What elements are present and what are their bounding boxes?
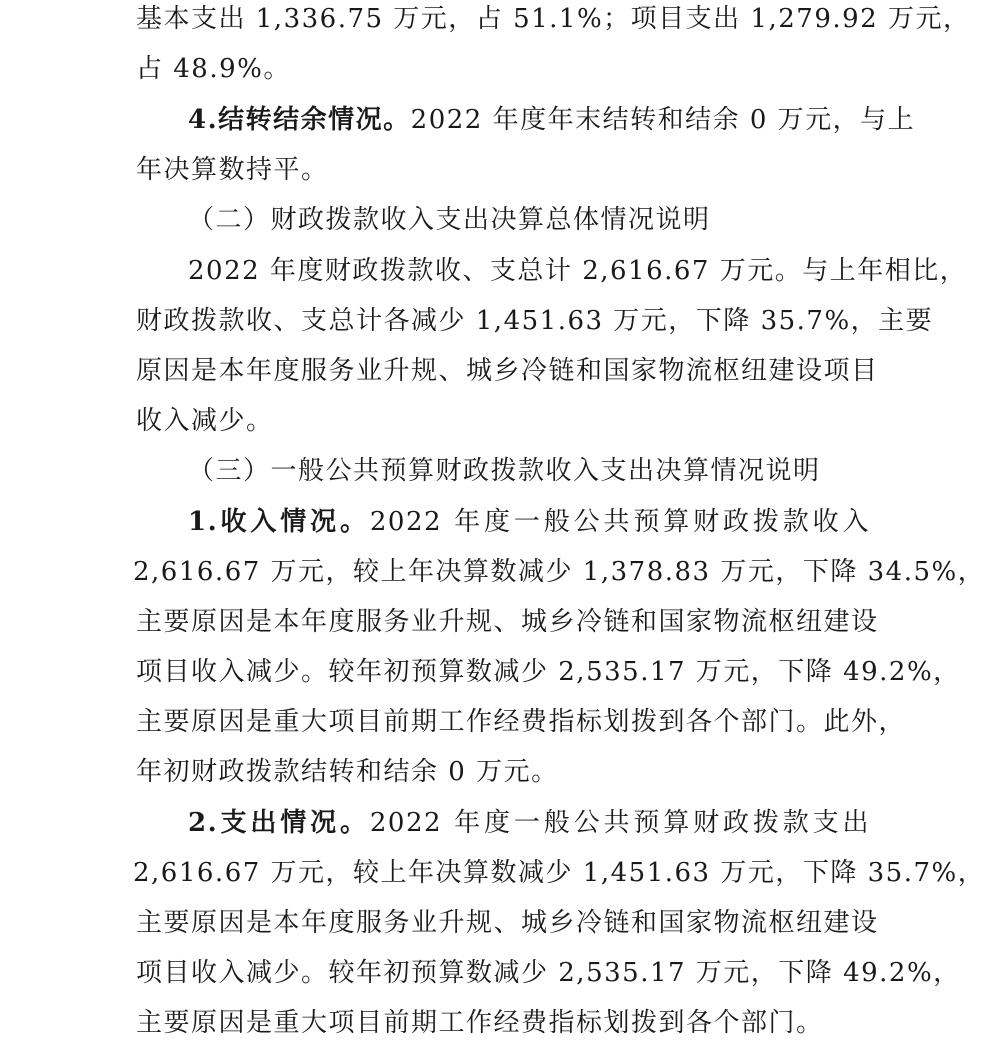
- paragraph-line: [136, 52, 291, 86]
- paragraph-line: [136, 605, 879, 639]
- line-text: 主要原因是重大项目前期工作经费指标划拨到各个部门。: [136, 1008, 824, 1038]
- paragraph-line: [136, 705, 907, 739]
- paragraph-line: [136, 404, 274, 438]
- paragraph-line: [133, 856, 986, 890]
- line-text: 财政拨款收、支总计各减少 1,451.63 万元，下降 35.7%，主要: [136, 306, 934, 336]
- line-text: 项目收入减少。较年初预算数减少 2,535.17 万元，下降 49.2%，: [136, 958, 961, 988]
- section-heading: 2.支出情况。: [188, 808, 370, 838]
- line-text: 2022 年度一般公共预算财政拨款支出: [369, 808, 870, 838]
- line-text: 占 48.9%。: [136, 54, 291, 84]
- line-text: 2022 年度一般公共预算财政拨款收入: [369, 507, 870, 537]
- subsection-heading: [188, 203, 711, 237]
- line-text: 年初财政拨款结转和结余 0 万元。: [136, 757, 559, 787]
- line-text: 2022 年度年末结转和结余 0 万元，与上: [410, 105, 916, 135]
- line-text: 主要原因是本年度服务业升规、城乡冷链和国家物流枢纽建设: [136, 607, 879, 637]
- section-heading-line: [188, 103, 916, 137]
- paragraph-line: [136, 655, 961, 689]
- paragraph-line: [136, 354, 879, 388]
- line-text: 主要原因是重大项目前期工作经费指标划拨到各个部门。此外，: [136, 707, 907, 737]
- line-text: 原因是本年度服务业升规、城乡冷链和国家物流枢纽建设项目: [136, 356, 879, 386]
- section-heading: 1.收入情况。: [188, 507, 370, 537]
- paragraph-line: [136, 956, 961, 990]
- paragraph-line: [136, 906, 879, 940]
- line-text: 基本支出 1,336.75 万元，占 51.1%；项目支出 1,279.92 万元，: [136, 4, 971, 34]
- line-text: 2,616.67 万元，较上年决算数减少 1,451.63 万元，下降 35.7%，: [133, 858, 986, 888]
- line-text: 年决算数持平。: [136, 155, 329, 185]
- paragraph-line: [133, 555, 986, 589]
- paragraph-line: [136, 755, 559, 789]
- paragraph-line: [136, 1006, 824, 1040]
- line-text: 2022 年度财政拨款收、支总计 2,616.67 万元。与上年相比，: [188, 256, 968, 286]
- section-heading: 4.结转结余情况。: [188, 105, 411, 135]
- subsection-heading: [188, 454, 821, 488]
- line-text: （二）财政拨款收入支出决算总体情况说明: [188, 205, 711, 235]
- paragraph-line: [136, 2, 971, 36]
- paragraph-line: [136, 304, 934, 338]
- section-heading-line: [188, 806, 870, 840]
- section-heading-line: [188, 505, 870, 539]
- line-text: 项目收入减少。较年初预算数减少 2,535.17 万元，下降 49.2%，: [136, 657, 961, 687]
- line-text: 2,616.67 万元，较上年决算数减少 1,378.83 万元，下降 34.5%，: [133, 557, 986, 587]
- line-text: （三）一般公共预算财政拨款收入支出决算情况说明: [188, 456, 821, 486]
- line-text: 收入减少。: [136, 406, 274, 436]
- paragraph-line: [136, 153, 329, 187]
- paragraph-line: [188, 254, 968, 288]
- line-text: 主要原因是本年度服务业升规、城乡冷链和国家物流枢纽建设: [136, 908, 879, 938]
